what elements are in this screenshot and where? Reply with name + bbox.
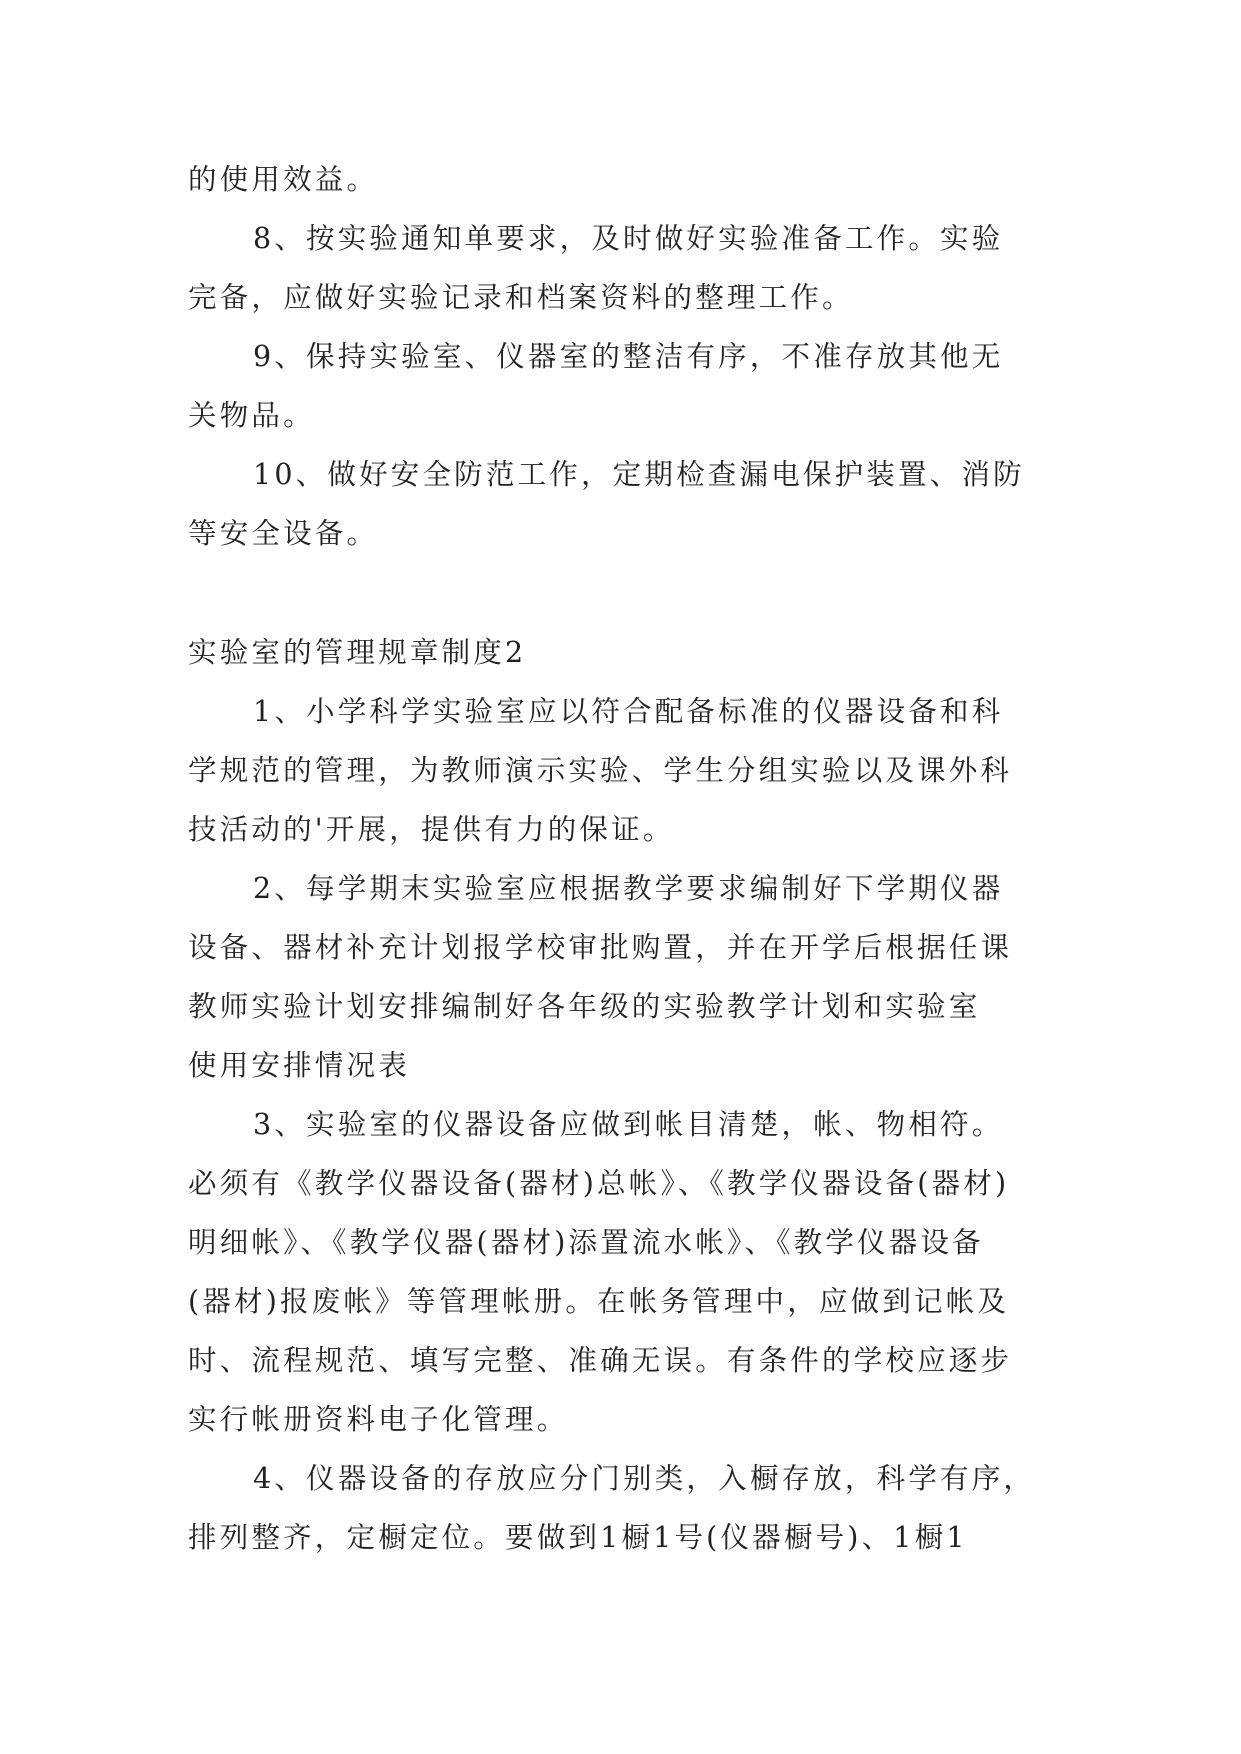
text-line: 技活动的'开展，提供有力的保证。 [188, 813, 675, 846]
paragraph-4-start: 4、仪器设备的存放应分门别类，入橱存放，科学有序， [253, 1462, 1036, 1495]
text-line: (器材)报废帐》等管理帐册。在帐务管理中，应做到记帐及 [188, 1285, 1010, 1318]
paragraph-9-start: 9、保持实验室、仪器室的整洁有序，不准存放其他无 [253, 340, 1004, 373]
text-line: 设备、器材补充计划报学校审批购置，并在开学后根据任课 [188, 931, 1013, 964]
text-line: 明细帐》、《教学仪器(器材)添置流水帐》、《教学仪器设备 [188, 1226, 984, 1259]
text-line: 教师实验计划安排编制好各年级的实验教学计划和实验室 [188, 990, 981, 1023]
text-line: 的使用效益。 [188, 163, 379, 196]
text-line: 时、流程规范、填写完整、准确无误。有条件的学校应逐步 [188, 1344, 1013, 1377]
paragraph-3-start: 3、实验室的仪器设备应做到帐目清楚，帐、物相符。 [253, 1108, 1004, 1141]
text-line: 关物品。 [188, 399, 315, 432]
text-line: 排列整齐，定橱定位。要做到1橱1号(仪器橱号)、1橱1 [188, 1521, 968, 1554]
text-line: 实行帐册资料电子化管理。 [188, 1403, 569, 1436]
text-line: 完备，应做好实验记录和档案资料的整理工作。 [188, 281, 854, 314]
text-line: 必须有《教学仪器设备(器材)总帐》、《教学仪器设备(器材) [188, 1167, 1010, 1200]
section-heading: 实验室的管理规章制度2 [188, 636, 527, 669]
paragraph-2-start: 2、每学期末实验室应根据教学要求编制好下学期仪器 [253, 872, 1004, 905]
text-line: 使用安排情况表 [188, 1049, 410, 1082]
paragraph-10-start: 10、做好安全防范工作，定期检查漏电保护装置、消防 [253, 458, 1025, 491]
paragraph-8-start: 8、按实验通知单要求，及时做好实验准备工作。实验 [253, 222, 1004, 255]
text-line: 学规范的管理，为教师演示实验、学生分组实验以及课外科 [188, 754, 1013, 787]
paragraph-1-start: 1、小学科学实验室应以符合配备标准的仪器设备和科 [253, 695, 1004, 728]
text-line: 等安全设备。 [188, 517, 379, 550]
